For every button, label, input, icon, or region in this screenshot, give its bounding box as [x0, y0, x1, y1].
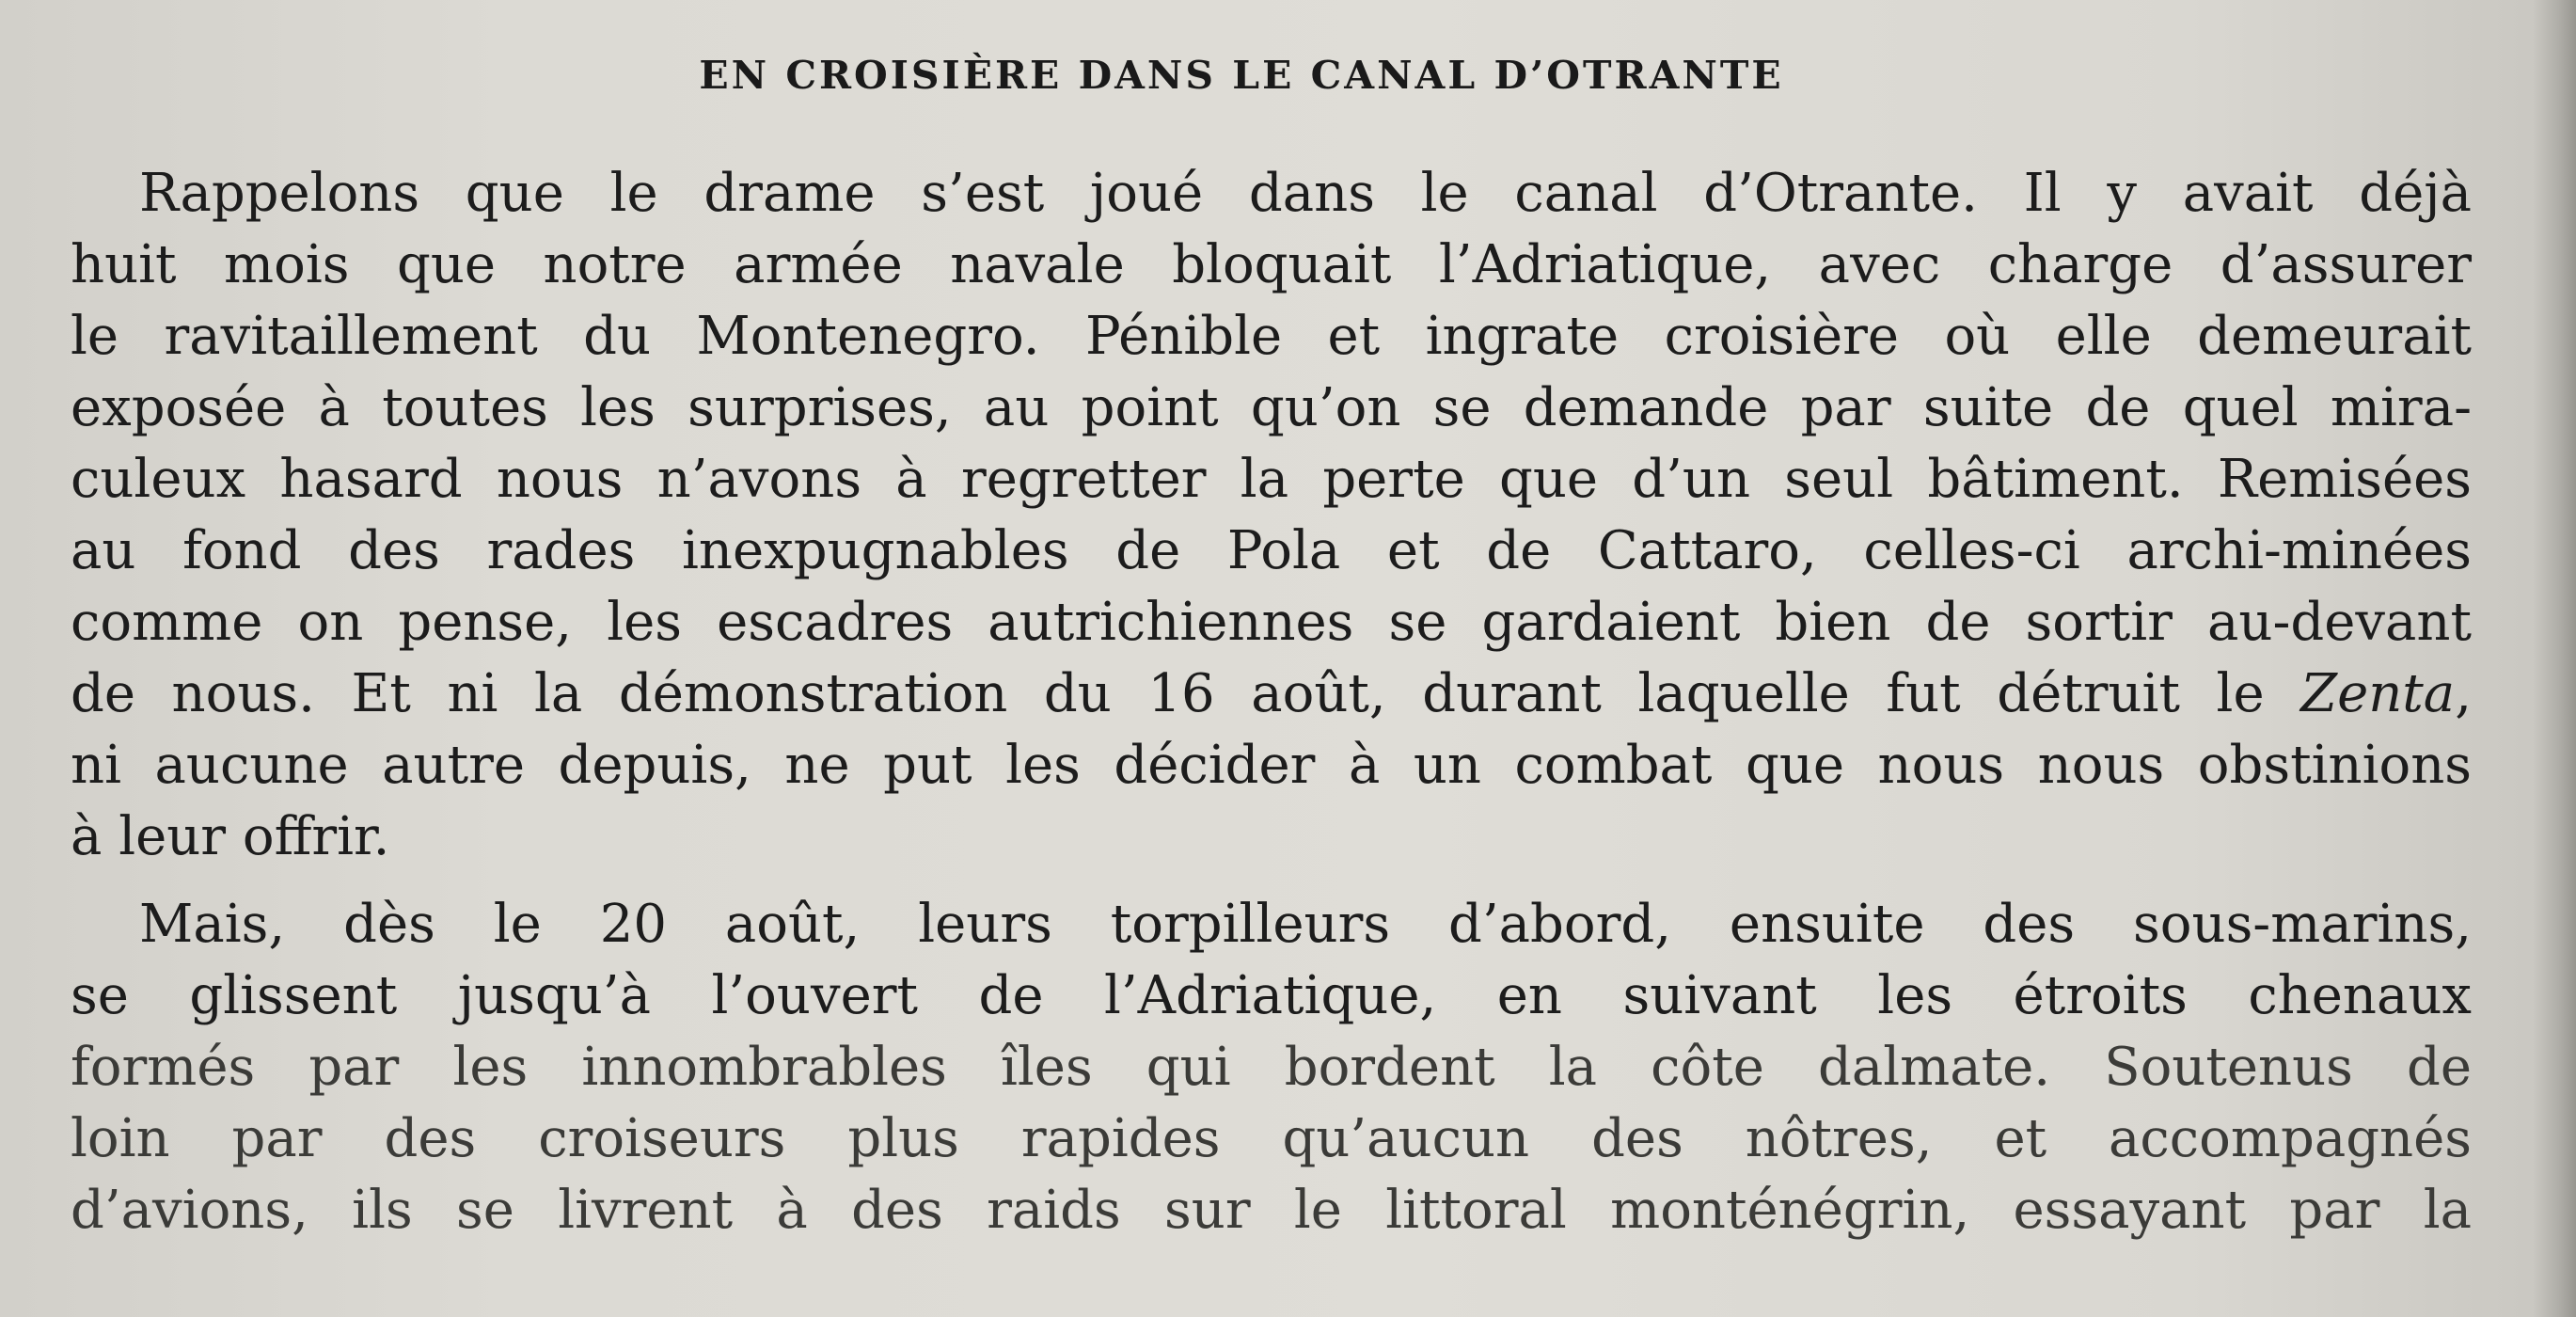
- text-line: le ravitaillement du Montenegro. Pénible et ingrate croisière où elle demeurait: [71, 306, 2472, 367]
- text-line: Mais, dès le 20 août, leurs torpilleurs d’abord, ensuite des sous-marins,: [139, 894, 2472, 955]
- page-gutter-shadow: [2533, 0, 2576, 1317]
- text-fragment: de nous. Et ni la démonstration du 16 août, durant laquelle fut détruit le: [71, 663, 2301, 724]
- text-line: se glissent jusqu’à l’ouvert de l’Adriatique, en suivant les étroits chenaux: [71, 965, 2472, 1026]
- text-line: d’avions, ils se livrent à des raids sur le littoral monténégrin, essayant par la: [71, 1180, 2472, 1241]
- text-line: huit mois que notre armée navale bloquait l’Adriatique, avec charge d’assurer: [71, 234, 2472, 295]
- text-line: au fond des rades inexpugnables de Pola et de Cattaro, celles-ci archi-minées: [71, 520, 2472, 581]
- text-line: comme on pense, les escadres autrichiennes se gardaient bien de sortir au-devant: [71, 592, 2472, 653]
- text-line: formés par les innombrables îles qui bordent la côte dalmate. Soutenus de: [71, 1037, 2472, 1098]
- text-line-with-ship-name: [71, 658, 2472, 730]
- text-line: ni aucune autre depuis, ne put les décider à un combat que nous nous obstinions: [71, 735, 2472, 796]
- text-line: loin par des croiseurs plus rapides qu’aucun des nôtres, et accompagnés: [71, 1108, 2472, 1169]
- text-line: à leur offrir.: [71, 806, 390, 867]
- text-line: Rappelons que le drame s’est joué dans le canal d’Otrante. Il y avait déjà: [139, 163, 2472, 224]
- running-head: EN CROISIÈRE DANS LE CANAL D’OTRANTE: [699, 53, 1784, 98]
- text-line: exposée à toutes les surprises, au point qu’on se demande par suite de quel mira-: [71, 377, 2472, 438]
- text-fragment: ,: [2455, 663, 2472, 724]
- ship-name-italic: Zenta: [2300, 663, 2456, 724]
- text-line: culeux hasard nous n’avons à regretter la perte que d’un seul bâtiment. Remisées: [71, 449, 2472, 510]
